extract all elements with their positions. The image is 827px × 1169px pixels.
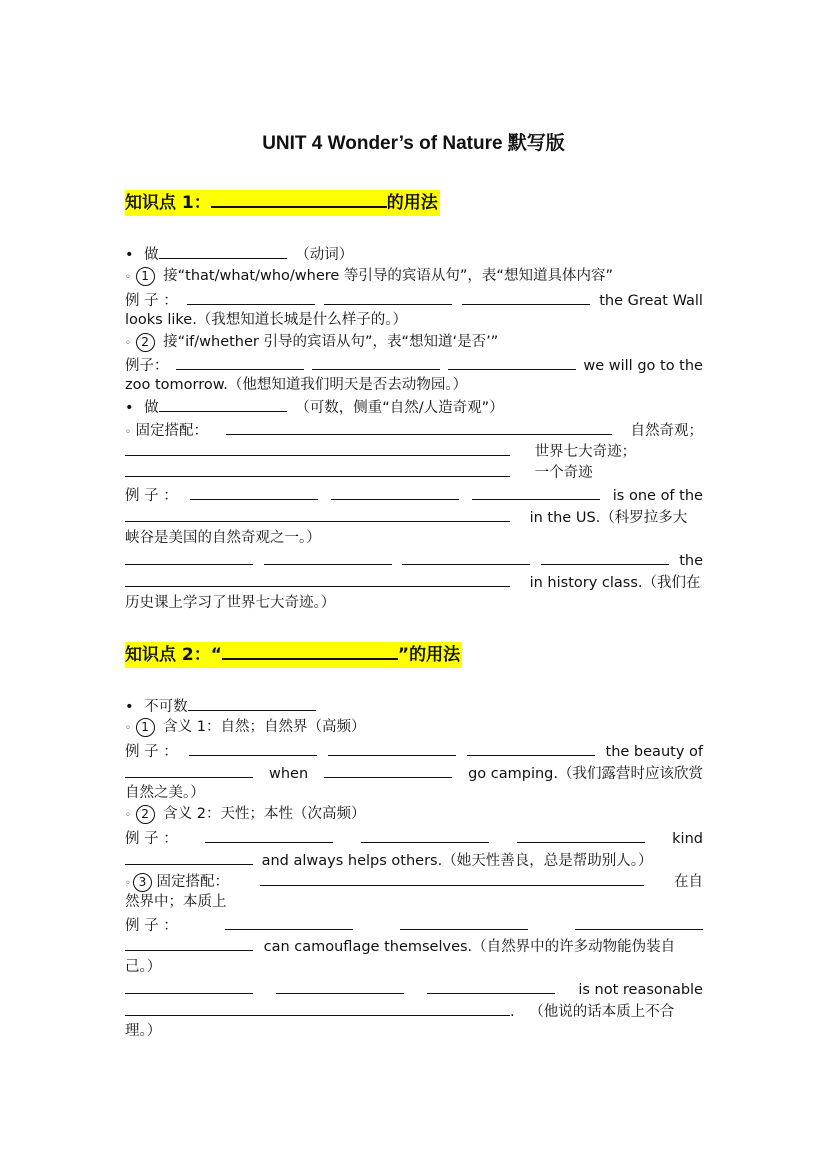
s1-text: 例 子 ： bbox=[125, 293, 178, 309]
sub-bullet-icon: ◦ bbox=[125, 810, 131, 821]
blank[interactable] bbox=[226, 419, 612, 435]
blank[interactable] bbox=[125, 762, 253, 778]
blank[interactable] bbox=[190, 484, 318, 500]
s2-line-6 bbox=[125, 804, 703, 826]
s1-line-15 bbox=[125, 549, 703, 571]
blank[interactable] bbox=[324, 762, 452, 778]
s1-line-2 bbox=[125, 266, 703, 288]
blank[interactable] bbox=[361, 827, 489, 843]
s1-text: 自然奇观； bbox=[630, 423, 703, 439]
s2-text: 不可数 bbox=[144, 699, 188, 715]
blank[interactable] bbox=[427, 978, 555, 994]
s2-text: and always helps others.（她天性善良，总是帮助别人。） bbox=[261, 853, 653, 869]
s1-line-4: looks like.（我想知道长城是什么样子的。） bbox=[125, 312, 408, 328]
blank[interactable] bbox=[575, 914, 703, 930]
s1-line-7: zoo tomorrow.（他想知道我们明天是否去动物园。） bbox=[125, 377, 468, 393]
s2-text: can camouflage themselves.（自然界中的许多动物能伪装自 bbox=[263, 939, 676, 955]
s1-text: 固定搭配： bbox=[135, 423, 209, 439]
blank[interactable] bbox=[125, 440, 510, 456]
sub-bullet-icon: ◦ bbox=[125, 723, 131, 734]
s1-line-10 bbox=[125, 440, 703, 462]
s2-text: when bbox=[268, 766, 309, 782]
blank[interactable] bbox=[187, 289, 315, 305]
circled-number: 2 bbox=[136, 805, 155, 824]
circled-number: 1 bbox=[136, 718, 155, 737]
s1-text: we will go to the bbox=[583, 358, 703, 374]
blank[interactable] bbox=[125, 549, 253, 565]
blank[interactable] bbox=[125, 571, 510, 587]
s1-text: the bbox=[679, 553, 703, 569]
s1-line-5 bbox=[125, 332, 703, 354]
bullet-icon: • bbox=[125, 699, 134, 715]
s2-line-8 bbox=[125, 849, 703, 871]
s1-text: is one of the bbox=[612, 488, 703, 504]
section-2-heading-suffix: ”的用法 bbox=[397, 645, 461, 665]
s1-line-17: 历史课上学习了世界七大奇迹。） bbox=[125, 595, 336, 611]
section-1-heading-suffix: 的用法 bbox=[386, 193, 438, 213]
circled-number: 2 bbox=[136, 333, 155, 352]
circled-number: 3 bbox=[133, 873, 152, 892]
s1-text: 一个奇迹 bbox=[534, 465, 593, 481]
blank[interactable] bbox=[260, 870, 644, 886]
bullet-icon: • bbox=[125, 400, 134, 416]
blank[interactable] bbox=[467, 740, 595, 756]
blank[interactable] bbox=[448, 354, 576, 370]
s1-text: 例子： bbox=[125, 358, 169, 374]
s2-line-5: 自然之美。） bbox=[125, 785, 205, 801]
blank[interactable] bbox=[125, 1000, 510, 1016]
s1-text: in history class.（我们在 bbox=[529, 575, 701, 591]
s1-text: 世界七大奇迹； bbox=[534, 444, 637, 460]
blank[interactable] bbox=[125, 849, 253, 865]
blank[interactable] bbox=[462, 289, 590, 305]
bullet-icon: • bbox=[125, 247, 134, 263]
blank[interactable] bbox=[125, 978, 253, 994]
s2-text: 例 子 ： bbox=[125, 918, 178, 934]
s1-text: the Great Wall bbox=[599, 293, 703, 309]
sub-bullet-icon: ◦ bbox=[125, 427, 131, 438]
s2-line-15 bbox=[125, 1000, 703, 1022]
blank[interactable] bbox=[472, 484, 600, 500]
s1-line-14: 峡谷是美国的自然奇观之一。） bbox=[125, 530, 321, 546]
blank[interactable] bbox=[331, 484, 459, 500]
sub-bullet-icon: ◦ bbox=[125, 878, 131, 889]
s2-text: . bbox=[510, 1004, 515, 1020]
s1-line-16 bbox=[125, 571, 703, 593]
blank[interactable] bbox=[328, 740, 456, 756]
s2-line-12 bbox=[125, 935, 703, 957]
s2-line-16: 理。） bbox=[125, 1023, 162, 1039]
s2-line-3 bbox=[125, 740, 703, 762]
blank[interactable] bbox=[125, 506, 510, 522]
s2-text: 例 子 ： bbox=[125, 831, 178, 847]
s2-text: the beauty of bbox=[605, 744, 703, 760]
sub-bullet-icon: ◦ bbox=[125, 272, 131, 283]
blank[interactable] bbox=[176, 354, 304, 370]
blank[interactable] bbox=[125, 935, 253, 951]
blank[interactable] bbox=[189, 740, 317, 756]
blank[interactable] bbox=[541, 549, 669, 565]
blank[interactable] bbox=[188, 695, 316, 711]
s1-line-3 bbox=[125, 289, 703, 311]
s2-line-2 bbox=[125, 717, 703, 739]
s1-line-13 bbox=[125, 506, 703, 528]
s1-text: 接“if/whether 引导的宾语从句”，表“想知道‘是否’” bbox=[163, 334, 499, 350]
s1-text: 接“that/what/who/where 等引导的宾语从句”，表“想知道具体内容” bbox=[163, 268, 613, 284]
section-1-heading-prefix: 知识点 1： bbox=[125, 193, 211, 213]
blank[interactable] bbox=[312, 354, 440, 370]
blank[interactable] bbox=[517, 827, 645, 843]
s2-text: kind bbox=[672, 831, 703, 847]
blank[interactable] bbox=[402, 549, 530, 565]
blank[interactable] bbox=[159, 243, 287, 259]
s2-text: go camping.（我们露营时应该欣赏 bbox=[468, 766, 703, 782]
s2-line-1 bbox=[125, 695, 703, 717]
section-1-heading bbox=[125, 190, 440, 216]
s2-line-11 bbox=[125, 914, 703, 936]
s1-text: 例 子 ： bbox=[125, 488, 178, 504]
s2-text: 含义 1：自然；自然界（高频） bbox=[163, 719, 366, 735]
blank[interactable] bbox=[125, 461, 510, 477]
s1-line-11 bbox=[125, 461, 703, 483]
s2-text: （他说的话本质上不合 bbox=[529, 1004, 675, 1020]
blank[interactable] bbox=[400, 914, 528, 930]
s2-line-4 bbox=[125, 762, 703, 784]
blank[interactable] bbox=[159, 396, 287, 412]
s1-line-12 bbox=[125, 484, 703, 506]
s1-text: in the US.（科罗拉多大 bbox=[529, 510, 688, 526]
blank[interactable] bbox=[205, 827, 333, 843]
s2-line-9 bbox=[125, 870, 703, 894]
blank[interactable] bbox=[211, 190, 387, 208]
s2-text: 含义 2：天性；本性（次高频） bbox=[163, 806, 366, 822]
s1-text: 做 bbox=[144, 247, 159, 263]
s2-text: 固定搭配： bbox=[156, 874, 230, 890]
blank[interactable] bbox=[324, 289, 452, 305]
s1-text: （可数，侧重“自然/人造奇观”） bbox=[295, 400, 504, 416]
blank[interactable] bbox=[225, 914, 353, 930]
s1-line-1 bbox=[125, 243, 703, 265]
blank[interactable] bbox=[264, 549, 392, 565]
sub-bullet-icon: ◦ bbox=[125, 338, 131, 349]
s1-line-6 bbox=[125, 354, 703, 376]
s2-line-7 bbox=[125, 827, 703, 849]
s2-text: 在自 bbox=[673, 874, 703, 890]
blank[interactable] bbox=[222, 642, 398, 660]
section-2-heading-prefix: 知识点 2：“ bbox=[125, 645, 222, 665]
page-title: UNIT 4 Wonder’s of Nature 默写版 bbox=[262, 133, 565, 154]
blank[interactable] bbox=[276, 978, 404, 994]
s1-text: 做 bbox=[144, 400, 159, 416]
s2-text: 例 子 ： bbox=[125, 744, 178, 760]
circled-number: 1 bbox=[136, 267, 155, 286]
s2-line-14 bbox=[125, 978, 703, 1000]
s1-text: （动词） bbox=[295, 247, 354, 263]
section-2-heading bbox=[125, 642, 462, 668]
s2-line-13: 己。） bbox=[125, 959, 162, 975]
s1-line-8 bbox=[125, 396, 703, 418]
s2-text: is not reasonable bbox=[578, 982, 703, 998]
s2-line-10: 然界中；本质上 bbox=[125, 894, 227, 910]
